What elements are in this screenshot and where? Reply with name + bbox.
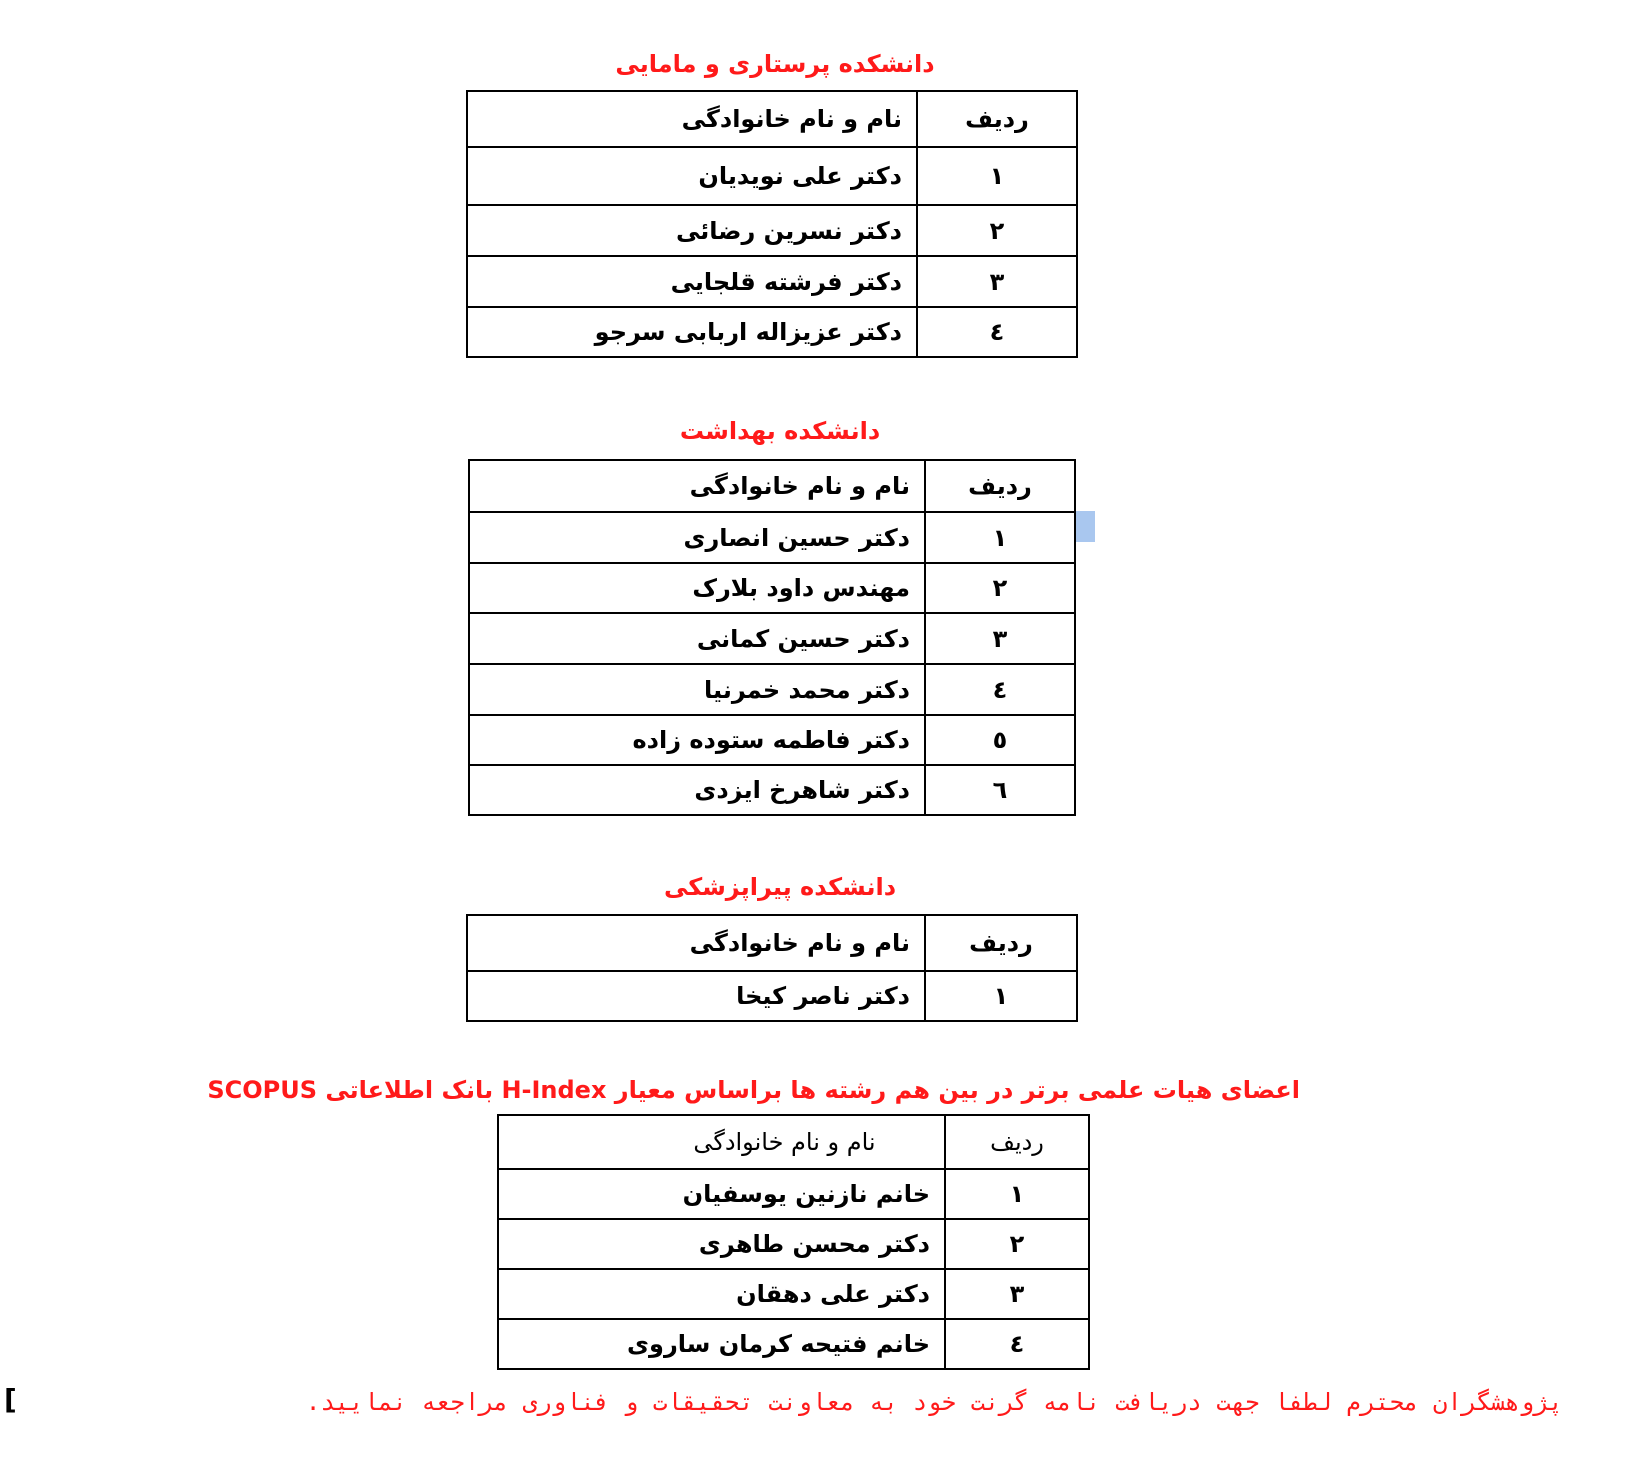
row-name: خانم فتیحه کرمان ساروی xyxy=(498,1319,945,1369)
footer-bracket-mark: [ xyxy=(4,1383,17,1416)
row-name: دکتر علی دهقان xyxy=(498,1269,945,1319)
row-name: دکتر حسین کمانی xyxy=(469,613,925,664)
table-row xyxy=(467,971,1077,1021)
section-title-top-hindex: اعضای هیات علمی برتر در بین هم رشته ها براساس معیار H-Index بانک اطلاعاتی SCOPUS xyxy=(207,1076,1300,1104)
row-name: دکتر ناصر کیخا xyxy=(467,971,925,1021)
table-row xyxy=(498,1319,1089,1369)
name-column-header: نام و نام خانوادگی xyxy=(469,460,925,512)
table-row xyxy=(469,613,1075,664)
row-name: دکتر حسین انصاری xyxy=(469,512,925,563)
table-row xyxy=(498,1169,1089,1219)
table-row xyxy=(469,512,1075,563)
table-row xyxy=(498,1269,1089,1319)
section-title-nursing: دانشکده پرستاری و مامایی xyxy=(615,50,935,78)
row-index: ۱ xyxy=(925,512,1075,563)
table-row xyxy=(467,205,1077,256)
index-column-header: ردیف xyxy=(925,460,1075,512)
nursing-faculty-table xyxy=(466,90,1078,358)
text-selection-marker xyxy=(1076,511,1095,542)
row-index: ۱ xyxy=(917,147,1077,205)
table-header-row xyxy=(467,915,1077,971)
row-index: ٤ xyxy=(945,1319,1089,1369)
row-index: ٤ xyxy=(917,307,1077,357)
table-row xyxy=(498,1219,1089,1269)
table-row xyxy=(469,765,1075,815)
index-column-header: ردیف xyxy=(925,915,1077,971)
section-title-health: دانشکده بهداشت xyxy=(679,417,881,445)
row-name: دکتر فاطمه ستوده زاده xyxy=(469,715,925,765)
table-header-row xyxy=(467,91,1077,147)
index-column-header: ردیف xyxy=(917,91,1077,147)
row-name: دکتر محمد خمرنیا xyxy=(469,664,925,715)
row-index: ۲ xyxy=(917,205,1077,256)
row-index: ۲ xyxy=(945,1219,1089,1269)
row-index: ۳ xyxy=(917,256,1077,307)
row-name: دکتر شاهرخ ایزدی xyxy=(469,765,925,815)
paramedical-faculty-table xyxy=(466,914,1078,1022)
name-column-header: نام و نام خانوادگی xyxy=(467,915,925,971)
row-name: دکتر نسرین رضائی xyxy=(467,205,917,256)
row-index: ٤ xyxy=(925,664,1075,715)
row-index: ۲ xyxy=(925,563,1075,613)
row-name: دکتر فرشته قلجایی xyxy=(467,256,917,307)
table-row xyxy=(469,664,1075,715)
grant-letter-note: پژوهشگران محترم لطفا جهت دریافت نامه گرنت خود به معاونت تحقیقات و فناوری مراجعه نمایید. xyxy=(305,1388,1563,1416)
index-column-header: ردیف xyxy=(945,1115,1089,1169)
row-name: خانم نازنین یوسفیان xyxy=(498,1169,945,1219)
row-index: ٦ xyxy=(925,765,1075,815)
row-index: ۱ xyxy=(925,971,1077,1021)
row-name: دکتر علی نویدیان xyxy=(467,147,917,205)
row-index: ۳ xyxy=(925,613,1075,664)
table-row xyxy=(469,563,1075,613)
table-header-row xyxy=(469,460,1075,512)
row-index: ۳ xyxy=(945,1269,1089,1319)
table-row xyxy=(469,715,1075,765)
row-index: ۱ xyxy=(945,1169,1089,1219)
row-name: دکتر محسن طاهری xyxy=(498,1219,945,1269)
row-index: ٥ xyxy=(925,715,1075,765)
name-column-header: نام و نام خانوادگی xyxy=(467,91,917,147)
row-name: دکتر عزیزاله اربابی سرجو xyxy=(467,307,917,357)
table-row xyxy=(467,307,1077,357)
table-row xyxy=(467,147,1077,205)
health-faculty-table xyxy=(468,459,1076,816)
name-column-header: نام و نام خانوادگی xyxy=(498,1115,945,1169)
top-hindex-table xyxy=(497,1114,1090,1370)
section-title-paramedical: دانشکده پیراپزشکی xyxy=(663,873,897,901)
row-name: مهندس داود بلارک xyxy=(469,563,925,613)
table-header-row xyxy=(498,1115,1089,1169)
table-row xyxy=(467,256,1077,307)
